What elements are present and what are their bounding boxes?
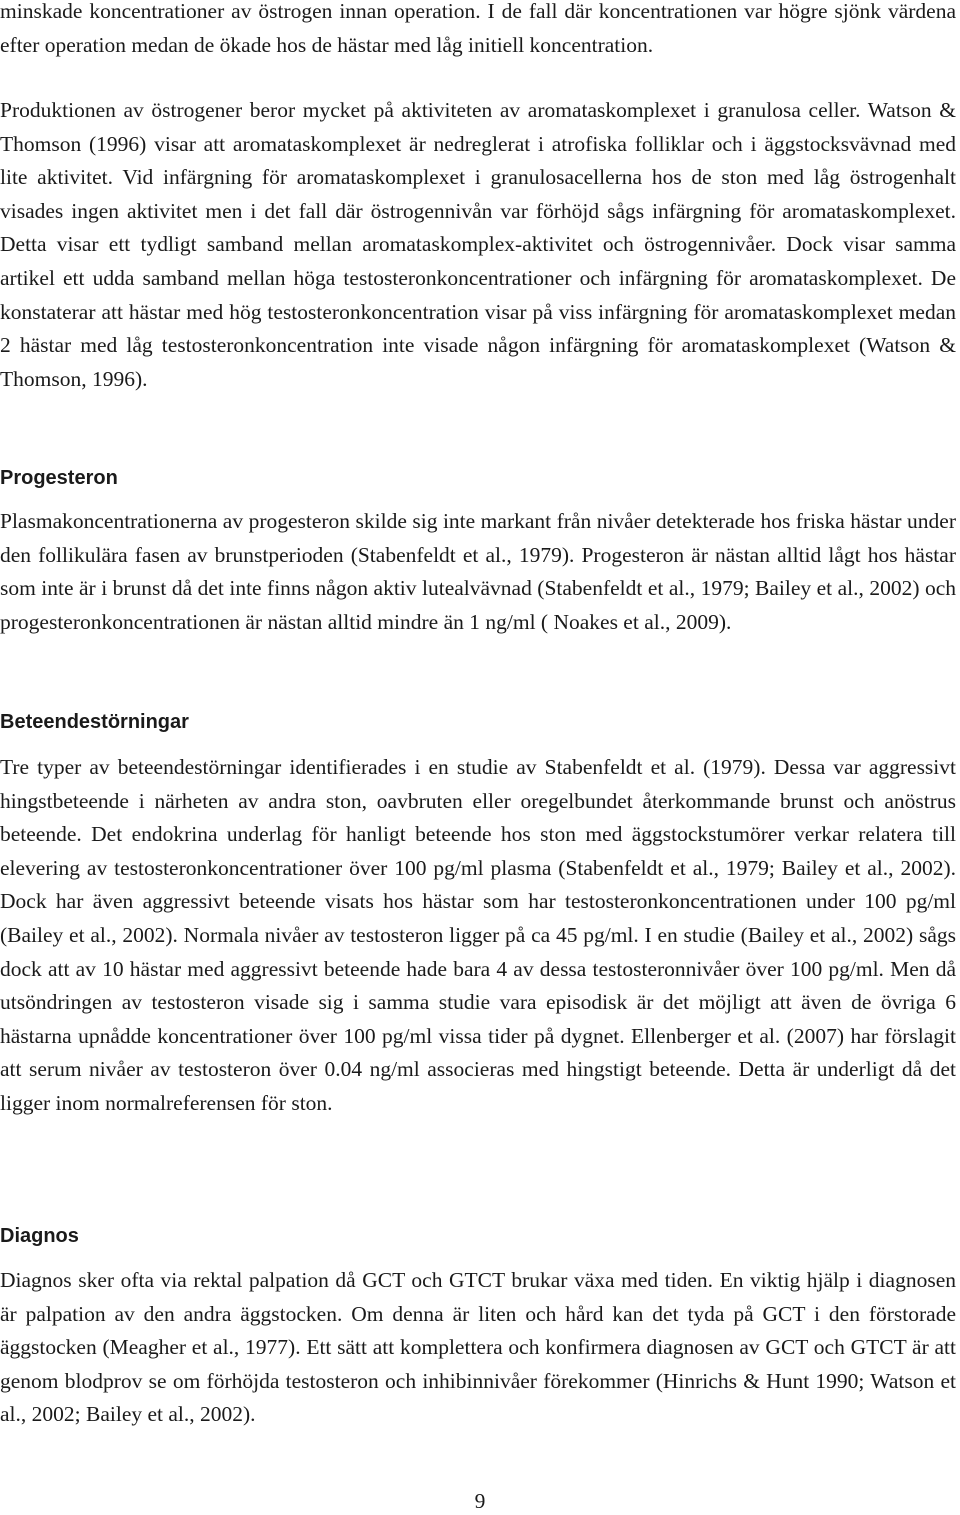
heading-diagnos: Diagnos: [0, 1225, 79, 1247]
page-number: 9: [474, 1489, 486, 1513]
paragraph-aromatase: Produktionen av östrogener beror mycket på aktiviteten av aromataskomplexet i granulosa celler. Watson & Thomson (1996) visar att aromataskomplexet är nedreglerat i atrofiska folliklar och i äggstocksvävnad med lite aktivitet. Vid infärgning för aromataskomplexet i granulosacellerna hos de ston med låg östrogenhalt visades ingen aktivitet men i det fall där östrogennivån var förhöjd sågs infärgning för aromataskomplexet. Detta visar ett tydligt samband mellan aromataskomplex-aktivitet och östrogennivåer. Dock visar samma artikel ett udda samband mellan höga testosteronkoncentrationer och infärgning för aromataskomplexet. De konstaterar att hästar med hög testosteronkoncentration visar på viss infärgning för aromataskomplexet medan 2 hästar med låg testosteronkoncentration inte visade någon infärgning för aromataskomplexet (Watson & Thomson, 1996).: [0, 98, 956, 391]
paragraph-beteendestorningar: Tre typer av beteendestörningar identifierades i en studie av Stabenfeldt et al. (1979). Dessa var aggressivt hingstbeteende i närheten av andra ston, oavbruten eller oregelbundet återkommande brunst och anöstrus beteende. Det endokrina underlag för hanligt beteende hos ston med äggstockstumörer verkar relatera till elevering av testosteronkoncentrationer över 100 pg/ml plasma (Stabenfeldt et al., 1979; Bailey et al., 2002). Dock har även aggressivt beteende visats hos hästar som har testosteronkoncentrationen under 100 pg/ml (Bailey et al., 2002). Normala nivåer av testosteron ligger på ca 45 pg/ml. I en studie (Bailey et al., 2002) sågs dock att av 10 hästar med aggressivt beteende hade bara 4 av dessa testosteronnivåer över 100 pg/ml. Men då utsöndringen av testosteron visade sig i samma studie vara episodisk är det möjligt att även de övriga 6 hästarna upnådde koncentrationer över 100 pg/ml vissa tider på dygnet. Ellenberger et al. (2007) har förslagit att serum nivåer av testosteron över 0.04 ng/ml associeras med hingstigt beteende. Detta är underligt då det ligger inom normalreferensen för ston.: [0, 755, 956, 1115]
paragraph-estrogen-surgery: minskade koncentrationer av östrogen innan operation. I de fall där koncentrationen var högre sjönk värdena efter operation medan de ökade hos de hästar med låg initiell koncentration.: [0, 0, 956, 57]
paragraph-progesteron: Plasmakoncentrationerna av progesteron skilde sig inte markant från nivåer detekterade hos friska hästar under den follikulära fasen av brunstperioden (Stabenfeldt et al., 1979). Progesteron är nästan alltid lågt hos hästar som inte är i brunst då det inte finns någon aktiv lutealvävnad (Stabenfeldt et al., 1979; Bailey et al., 2002) och progesteronkoncentrationen är nästan alltid mindre än 1 ng/ml ( Noakes et al., 2009).: [0, 509, 956, 634]
heading-progesteron: Progesteron: [0, 467, 118, 489]
paragraph-diagnos: Diagnos sker ofta via rektal palpation då GCT och GTCT brukar växa med tiden. En viktig hjälp i diagnosen är palpation av den andra äggstocken. Om denna är liten och hård kan det tyda på GCT i den förstorade äggstocken (Meagher et al., 1977). Ett sätt att komplettera och konfirmera diagnosen av GCT och GTCT är att genom blodprov se om förhöjda testosteron och inhibinnivåer förekommer (Hinrichs & Hunt 1990; Watson et al., 2002; Bailey et al., 2002).: [0, 1268, 956, 1427]
heading-beteendestorningar: Beteendestörningar: [0, 711, 189, 733]
